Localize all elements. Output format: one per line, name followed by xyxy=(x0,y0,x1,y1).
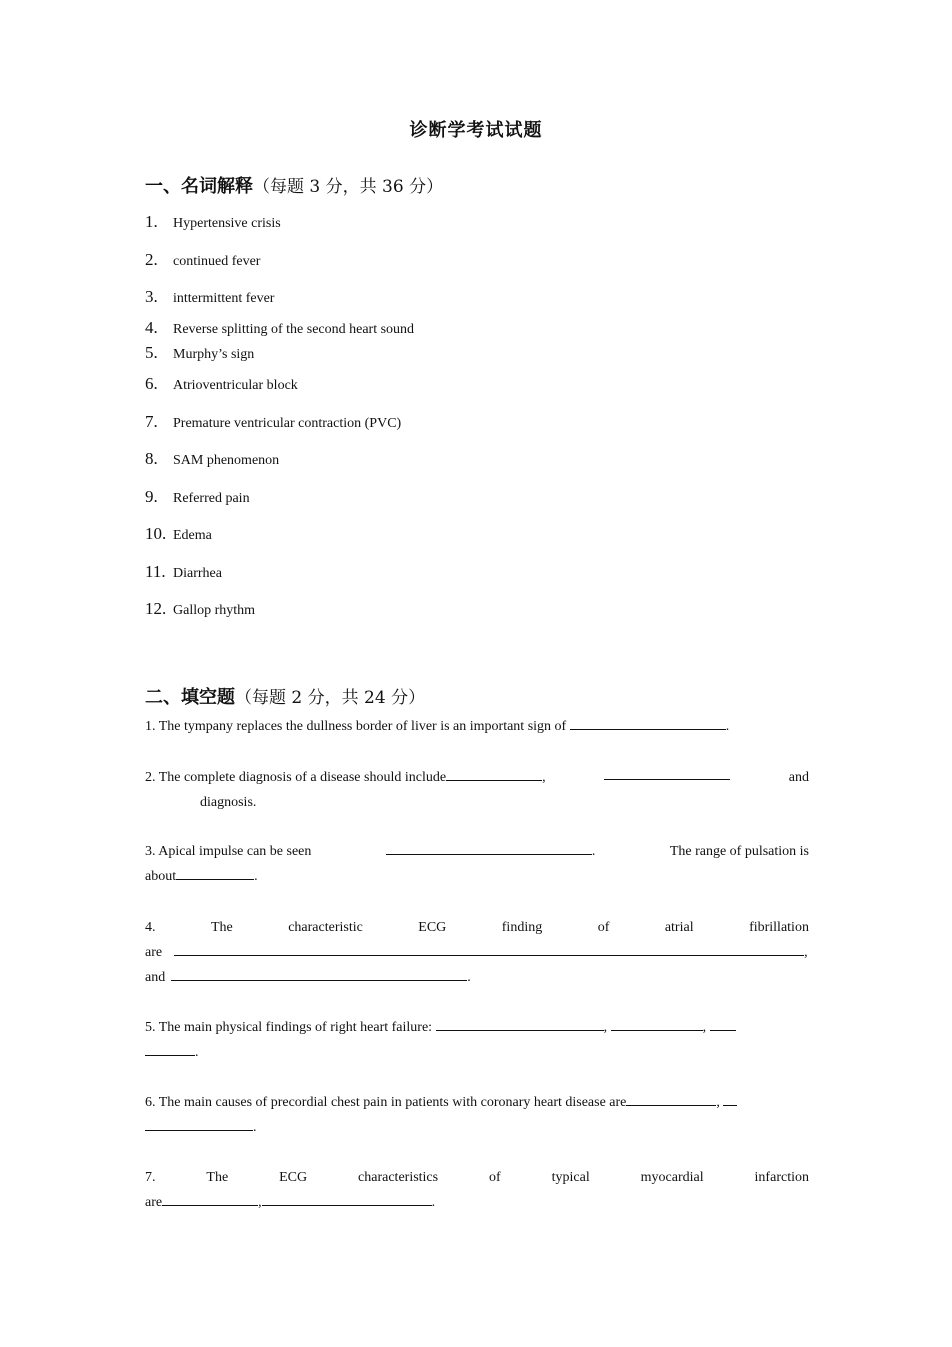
answer-blank[interactable] xyxy=(436,1016,604,1031)
answer-blank[interactable] xyxy=(262,1191,432,1206)
section-2-title: 二、填空题 xyxy=(145,687,235,708)
answer-blank[interactable] xyxy=(145,1041,195,1056)
term-item-12: 12. Gallop rhythm xyxy=(145,599,256,618)
answer-blank[interactable] xyxy=(171,966,467,981)
term-item-3: 3. inttermittent fever xyxy=(145,287,275,306)
answer-blank[interactable] xyxy=(174,941,804,956)
section-1-note: （每题 3 分，共 36 分） xyxy=(253,177,444,197)
answer-blank[interactable] xyxy=(626,1091,716,1106)
fill-question-6: 6. The main causes of precordial chest pain in patients with coronary heart disease are , . xyxy=(145,1090,809,1140)
answer-blank[interactable] xyxy=(570,715,726,730)
section-1-heading xyxy=(145,172,443,198)
term-item-4: 4. Reverse splitting of the second heart sound xyxy=(145,318,415,337)
answer-blank[interactable] xyxy=(723,1091,737,1106)
answer-blank[interactable] xyxy=(145,1116,253,1131)
term-item-11: 11. Diarrhea xyxy=(145,562,222,581)
answer-blank[interactable] xyxy=(162,1191,258,1206)
fill-question-3: 3. Apical impulse can be seen . The range of pulsation is about . xyxy=(145,839,809,889)
term-item-5: 5. Murphy’s sign xyxy=(145,343,255,362)
section-2-heading xyxy=(145,683,425,709)
answer-blank[interactable] xyxy=(446,766,542,781)
fill-question-1: 1. The tympany replaces the dullness border of liver is an important sign of . xyxy=(145,714,809,739)
fill-question-7: 7. The ECG characteristics of typical myocardial infarction are , . xyxy=(145,1170,809,1210)
section-1-title: 一、名词解释 xyxy=(145,176,253,197)
term-item-2: 2. continued fever xyxy=(145,250,261,269)
term-item-1: 1. Hypertensive crisis xyxy=(145,212,281,231)
answer-blank[interactable] xyxy=(611,1016,703,1031)
term-item-9: 9. Referred pain xyxy=(145,487,250,506)
term-item-7: 7. Premature ventricular contraction (PVC) xyxy=(145,412,402,431)
fill-question-5: 5. The main physical findings of right heart failure: , , . xyxy=(145,1015,809,1065)
term-item-8: 8. SAM phenomenon xyxy=(145,449,280,468)
answer-blank[interactable] xyxy=(386,840,592,855)
fill-question-2: 2. The complete diagnosis of a disease should include , and diagnosis. xyxy=(145,765,809,815)
term-item-6: 6. Atrioventricular block xyxy=(145,374,298,393)
page-title: 诊断学考试试题 xyxy=(409,120,543,141)
answer-blank[interactable] xyxy=(176,865,254,880)
term-item-10: 10. Edema xyxy=(145,524,212,543)
answer-blank[interactable] xyxy=(710,1016,736,1031)
section-2-note: （每题 2 分，共 24 分） xyxy=(235,688,426,708)
answer-blank[interactable] xyxy=(604,765,730,780)
fill-question-4: 4. The characteristic ECG finding of atrial fibrillation are , and . xyxy=(145,920,809,985)
